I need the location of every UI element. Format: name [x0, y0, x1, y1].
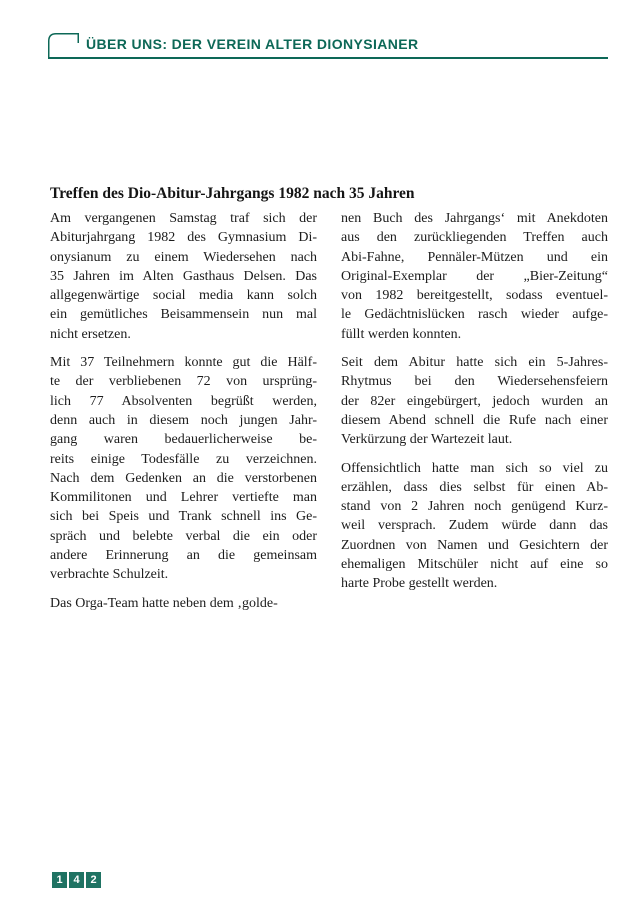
text-line: te der verbliebenen 72 von ursprüng- — [50, 374, 317, 390]
text-line: Kommilitonen und Lehrer vertiefte man — [50, 490, 317, 506]
text-line: Rhytmus bei den Wiedersehensfeiern — [341, 374, 608, 390]
text-line: Am vergangenen Samstag traf sich der — [50, 211, 317, 226]
text-line: gang waren bedauerlicherweise be- — [50, 432, 317, 448]
paragraph — [50, 594, 317, 613]
text-line: Seit dem Abitur hatte sich ein 5-Jahres- — [341, 355, 608, 371]
text-line: ein gemütliches Beisammensein nun mal — [50, 307, 317, 323]
text-line: denn auch in diesem noch jungen Jahr- — [50, 412, 317, 428]
text-line: sich bei Speis und Trank schnell ins Ge- — [50, 509, 317, 525]
text-line: weil versprach. Zudem würde dann das — [341, 518, 608, 534]
text-line: harte Probe gestellt werden. — [341, 576, 498, 592]
section-title: ÜBER UNS: DER VEREIN ALTER DIONYSIANER — [86, 36, 419, 52]
paragraph — [341, 209, 608, 344]
text-columns — [50, 209, 608, 613]
text-line: Abiturjahrgang 1982 des Gymnasium Di- — [50, 230, 317, 246]
header-band — [48, 32, 608, 59]
article-headline: Treffen des Dio-Abitur-Jahrgangs 1982 nach 35 Jahren — [50, 185, 415, 202]
text-line: nicht ersetzen. — [50, 326, 131, 342]
column-right — [341, 209, 608, 613]
text-line: le Gedächtnislücken rasch wieder aufge- — [341, 307, 608, 323]
paragraph — [341, 459, 608, 594]
text-line: onysianum zu einem Wiedersehen nach — [50, 249, 317, 265]
text-line: diesem Abend schnell die Rufe nach einer — [341, 412, 608, 428]
text-line: Abi-Fahne, Pennäler-Mützen und ein — [341, 249, 608, 265]
paragraph — [50, 353, 317, 585]
text-line: allgegenwärtige social media kann solch — [50, 288, 317, 304]
text-line: andere Erinnerung an die gemeinsam — [50, 548, 317, 564]
text-line: von 1982 bereitgestellt, sodass eventuel- — [341, 288, 608, 304]
text-line: 35 Jahren im Alten Gasthaus Delsen. Das — [50, 268, 317, 284]
text-line: verbrachte Schulzeit. — [50, 567, 169, 583]
text-line: Verkürzung der Wartezeit laut. — [341, 432, 513, 448]
text-line: lich 77 Absolventen begrüßt werden, — [50, 393, 317, 409]
text-line: Original-Exemplar der „Bier-Zeitung“ — [341, 268, 608, 284]
text-line: Mit 37 Teilnehmern konnte gut die Hälf- — [50, 355, 317, 371]
text-line: ehemaligen Mitschüler nicht auf eine so — [341, 557, 608, 573]
page-number-digit: 1 — [52, 872, 67, 888]
text-line: der 82er eingebürgert, jedoch wurden an — [341, 393, 608, 409]
paragraph — [341, 353, 608, 449]
corner-bracket-icon — [48, 33, 79, 57]
page-number — [52, 872, 101, 888]
text-line: Zuordnen von Namen und Gesichtern der — [341, 537, 608, 553]
text-line: reits einige Todesfälle zu verzeichnen. — [50, 451, 317, 467]
column-left — [50, 209, 317, 613]
text-line: Offensichtlich hatte man sich so viel zu — [341, 460, 608, 476]
text-line: nen Buch des Jahrgangs‘ mit Anekdoten — [341, 211, 608, 226]
paragraph — [50, 209, 317, 344]
text-line: aus den zurückliegenden Treffen auch — [341, 230, 608, 246]
text-line: spräch und belebte verbal die ein oder — [50, 528, 317, 544]
page-number-digit: 2 — [86, 872, 101, 888]
text-line: erzählen, dass dies selbst für einen Ab- — [341, 479, 608, 495]
text-line: Nach dem Gedenken an die verstorbenen — [50, 470, 317, 486]
text-line: Das Orga-Team hatte neben dem ‚golde- — [50, 595, 278, 611]
text-line: stand von 2 Jahren noch genügend Kurz- — [341, 499, 608, 515]
page-number-digit: 4 — [69, 872, 84, 888]
text-line: füllt werden konnten. — [341, 326, 462, 342]
